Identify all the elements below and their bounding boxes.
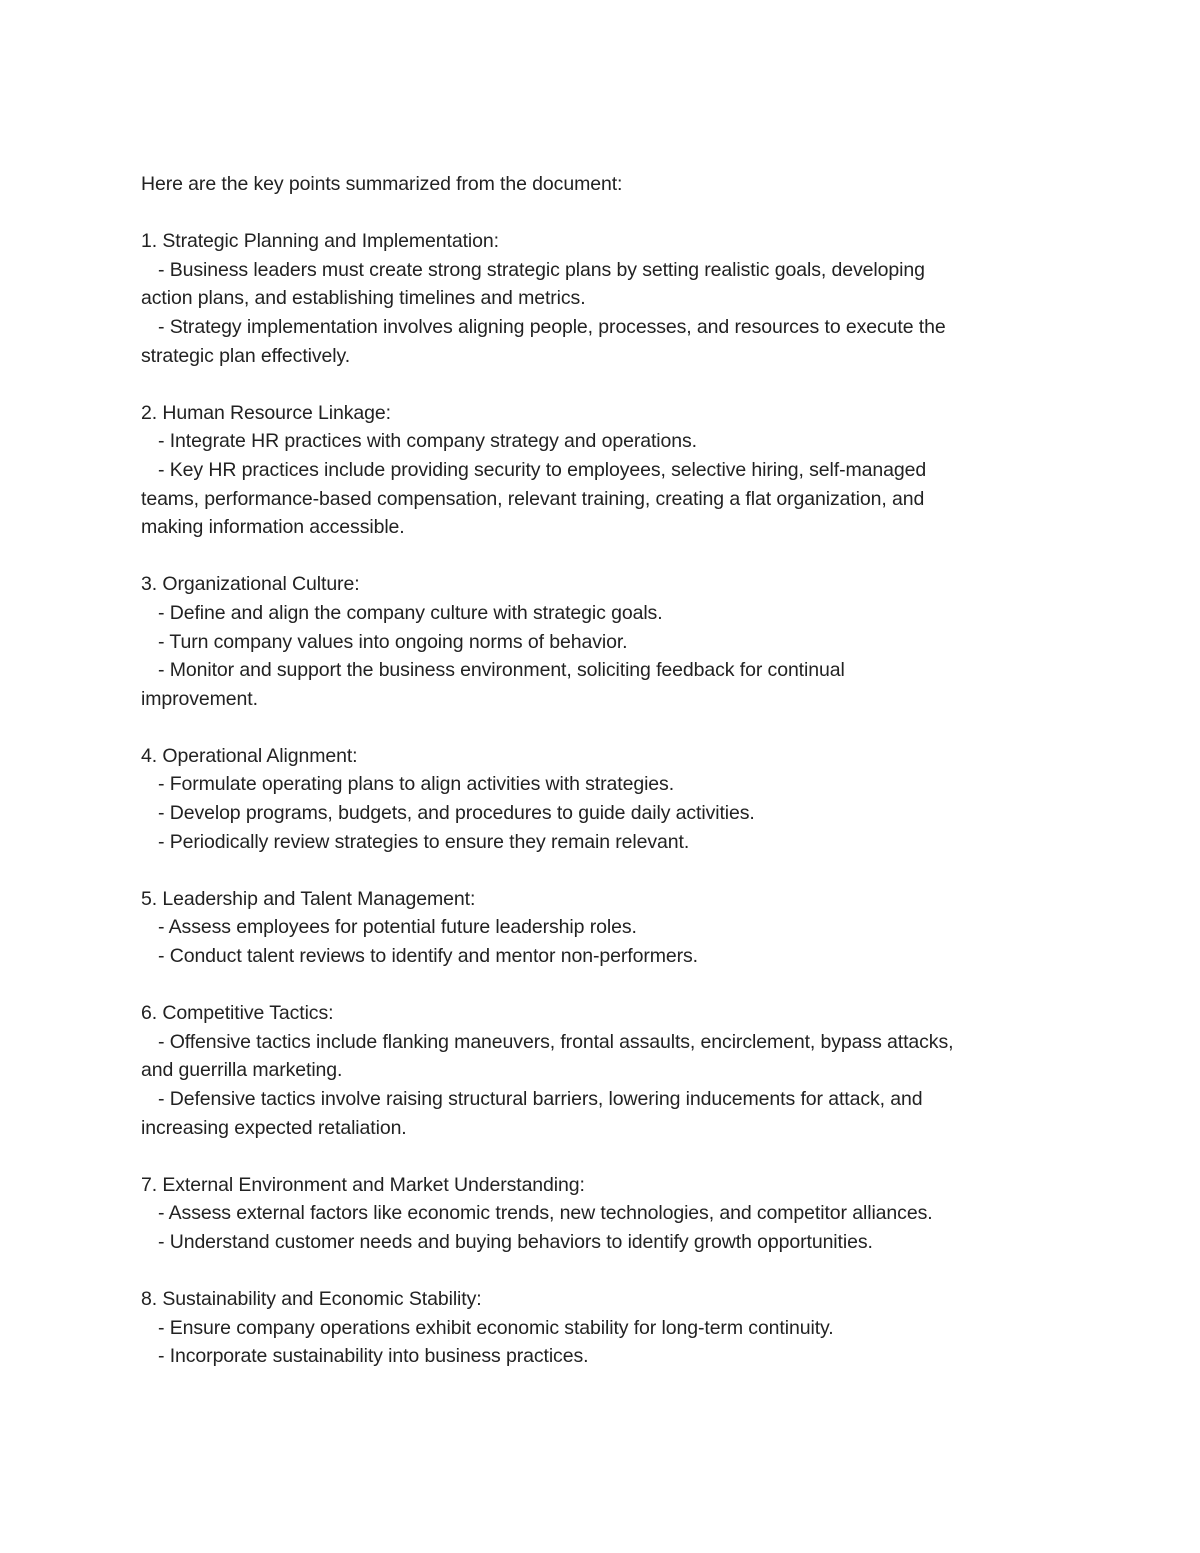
section-3 — [141, 570, 1061, 713]
bullet-point — [141, 1228, 1061, 1257]
section-heading: 6. Competitive Tactics: — [141, 1002, 334, 1025]
bullet-point — [141, 770, 1061, 799]
bullet-line-continued: and guerrilla marketing. — [141, 1059, 343, 1082]
section-heading: 5. Leadership and Talent Management: — [141, 887, 476, 910]
bullet-line-first: - Defensive tactics involve raising structural barriers, lowering inducements for attack, and — [158, 1088, 923, 1110]
bullet-line-first: - Formulate operating plans to align activities with strategies. — [158, 773, 675, 796]
bullet-point — [141, 313, 1061, 370]
bullet-line-first: - Turn company values into ongoing norms of behavior. — [158, 630, 628, 653]
bullet-point — [141, 628, 1061, 657]
bullet-line-first: - Conduct talent reviews to identify and mentor non-performers. — [158, 945, 698, 968]
bullet-point — [141, 456, 1061, 542]
section-6 — [141, 999, 1061, 1142]
bullet-line-first: - Key HR practices include providing security to employees, selective hiring, self-managed — [158, 458, 927, 481]
section-heading: 1. Strategic Planning and Implementation: — [141, 230, 499, 253]
section-8 — [141, 1285, 1061, 1371]
bullet-line-first: - Offensive tactics include flanking maneuvers, frontal assaults, encirclement, bypass attacks, — [158, 1030, 954, 1053]
bullet-line-first: - Business leaders must create strong strategic plans by setting realistic goals, developing — [158, 258, 925, 281]
bullet-line-first: - Assess employees for potential future leadership roles. — [158, 916, 637, 939]
section-heading: 8. Sustainability and Economic Stability: — [141, 1288, 482, 1311]
bullet-line-first: - Integrate HR practices with company strategy and operations. — [158, 430, 697, 453]
bullet-point — [141, 942, 1061, 971]
bullet-point — [141, 1342, 1061, 1371]
bullet-point — [141, 1199, 1061, 1228]
bullet-point — [141, 1314, 1061, 1343]
section-2 — [141, 399, 1061, 542]
bullet-point — [141, 799, 1061, 828]
section-heading: 4. Operational Alignment: — [141, 744, 358, 767]
bullet-line-continued: increasing expected retaliation. — [141, 1116, 407, 1139]
bullet-line-first: - Monitor and support the business environment, soliciting feedback for continual — [158, 659, 845, 682]
bullet-line-continued: teams, performance-based compensation, relevant training, creating a flat organization, and — [141, 487, 925, 510]
bullet-line-first: - Develop programs, budgets, and procedures to guide daily activities. — [158, 802, 755, 825]
bullet-point — [141, 599, 1061, 628]
bullet-line-continued: improvement. — [141, 687, 258, 710]
bullet-line-continued: strategic plan effectively. — [141, 344, 351, 367]
section-4 — [141, 742, 1061, 856]
intro-text: Here are the key points summarized from the document: — [141, 173, 623, 195]
bullet-point — [141, 256, 1061, 313]
document-body — [141, 170, 1061, 1371]
bullet-point — [141, 427, 1061, 456]
section-heading: 3. Organizational Culture: — [141, 573, 360, 596]
bullet-line-first: - Ensure company operations exhibit economic stability for long-term continuity. — [158, 1316, 834, 1339]
section-heading: 2. Human Resource Linkage: — [141, 401, 391, 424]
bullet-line-first: - Understand customer needs and buying behaviors to identify growth opportunities. — [158, 1230, 873, 1253]
bullet-line-continued: action plans, and establishing timelines and metrics. — [141, 287, 586, 310]
bullet-line-first: - Incorporate sustainability into business practices. — [158, 1345, 589, 1368]
bullet-point — [141, 828, 1061, 857]
bullet-point — [141, 1028, 1061, 1085]
section-7 — [141, 1171, 1061, 1257]
bullet-point — [141, 913, 1061, 942]
bullet-line-first: - Assess external factors like economic trends, new technologies, and competitor alliances. — [158, 1202, 933, 1225]
bullet-line-first: - Periodically review strategies to ensure they remain relevant. — [158, 830, 690, 853]
bullet-point — [141, 656, 1061, 713]
bullet-line-first: - Define and align the company culture with strategic goals. — [158, 601, 663, 624]
section-1 — [141, 227, 1061, 370]
section-5 — [141, 885, 1061, 971]
section-heading: 7. External Environment and Market Understanding: — [141, 1173, 585, 1196]
bullet-point — [141, 1085, 1061, 1142]
sections-container — [141, 227, 1061, 1371]
bullet-line-first: - Strategy implementation involves aligning people, processes, and resources to execute the — [158, 315, 946, 338]
bullet-line-continued: making information accessible. — [141, 516, 405, 539]
